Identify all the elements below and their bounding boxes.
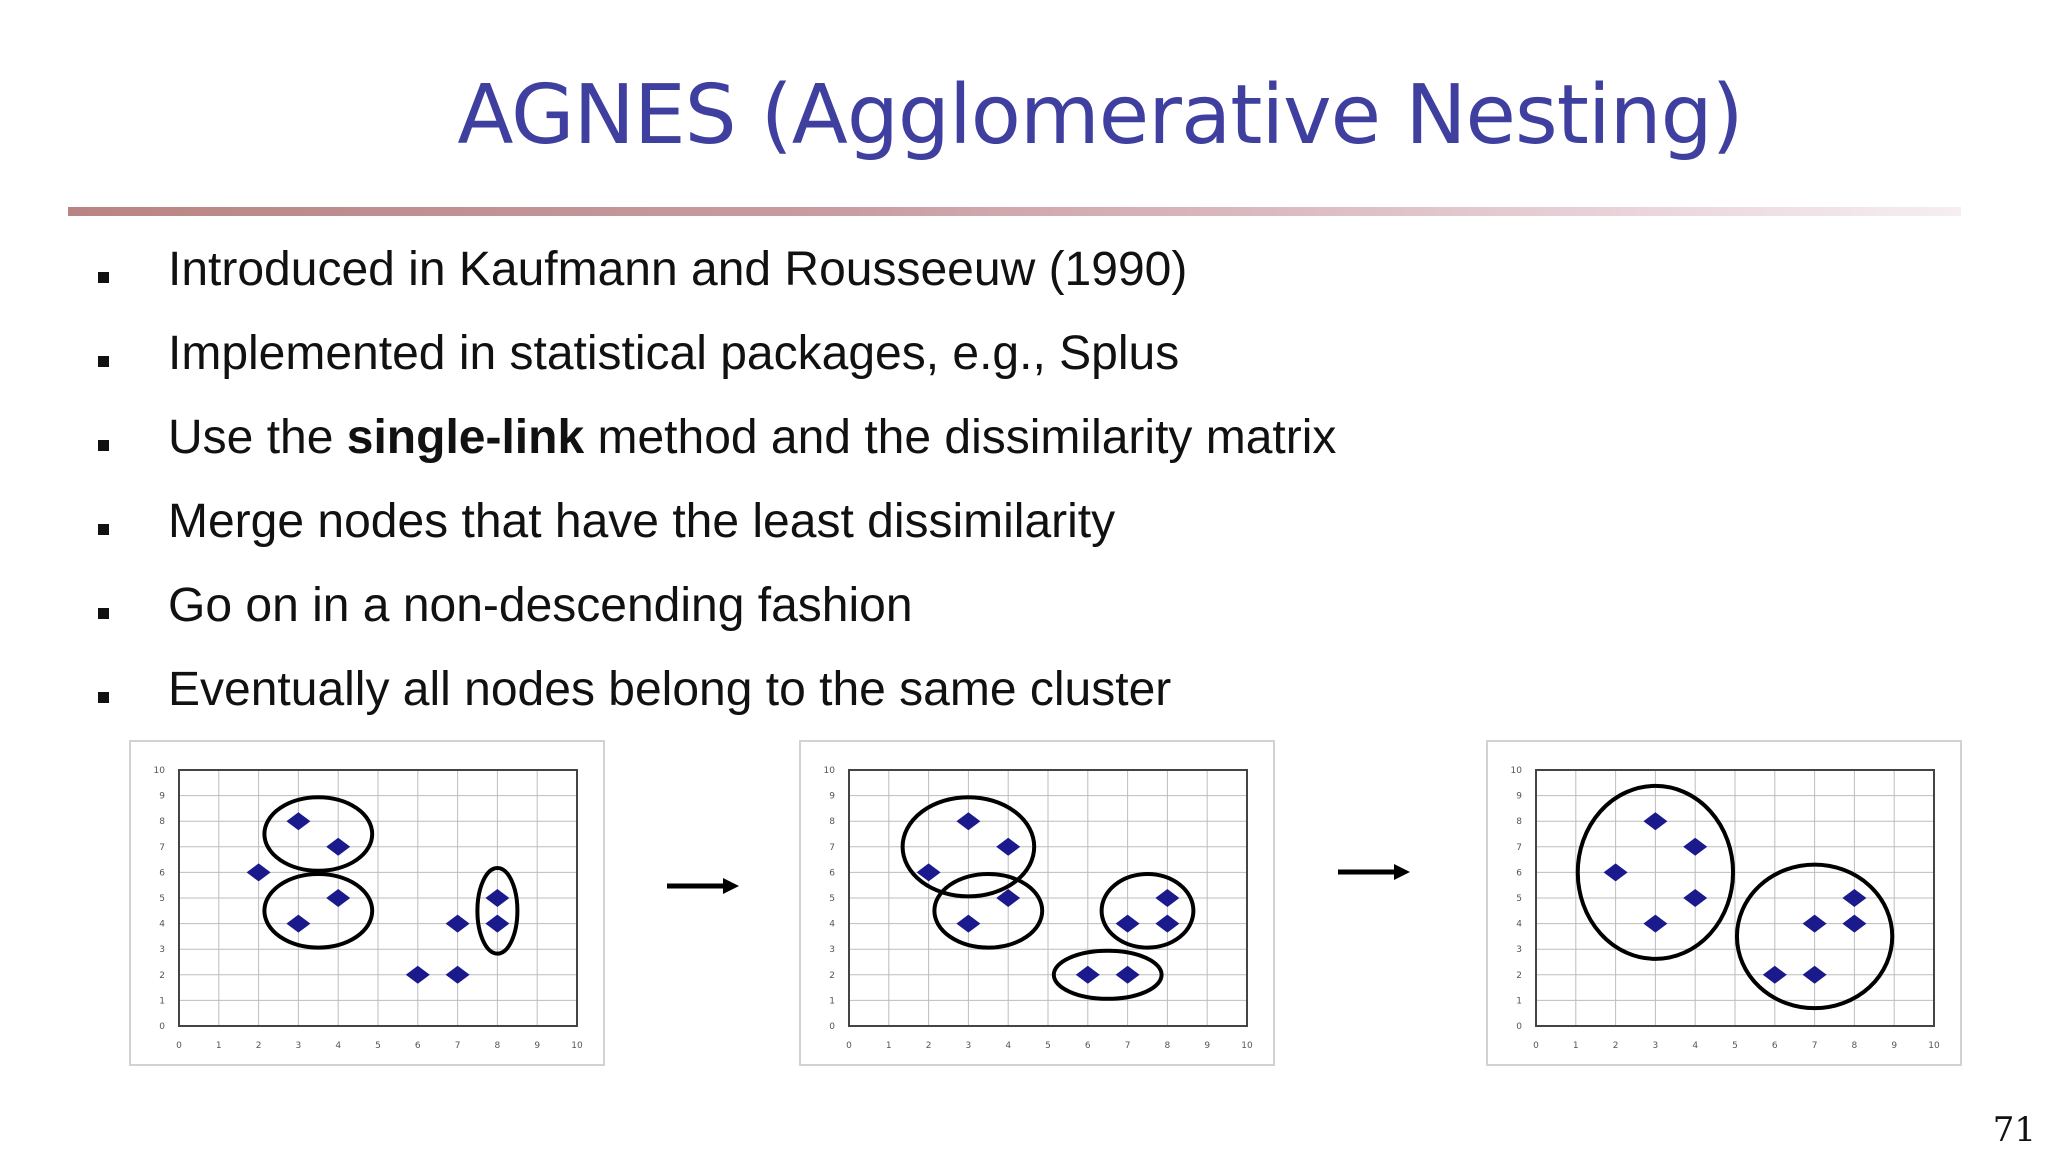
bullet-marker xyxy=(98,356,109,367)
y-tick-label: 5 xyxy=(829,894,835,904)
x-tick-label: 10 xyxy=(1928,1041,1940,1051)
bullet-text: Implemented in statistical packages, e.g., Splus xyxy=(168,327,1180,380)
data-point xyxy=(1763,966,1787,984)
bullet-text: Eventually all nodes belong to the same cluster xyxy=(168,663,1172,716)
y-tick-label: 3 xyxy=(829,945,835,956)
y-tick-label: 0 xyxy=(159,1022,165,1032)
y-tick-label: 8 xyxy=(1516,817,1522,828)
y-tick-label: 6 xyxy=(829,868,835,879)
cluster-ellipse xyxy=(934,874,1042,948)
cluster-ellipse xyxy=(264,874,372,948)
bullet-item xyxy=(90,396,1336,480)
bullet-item xyxy=(90,480,1336,564)
x-tick-label: 10 xyxy=(571,1041,583,1051)
data-point xyxy=(485,915,509,933)
y-tick-label: 8 xyxy=(159,817,165,828)
bullet-text-bold: single-link xyxy=(346,411,585,464)
x-tick-label: 8 xyxy=(1851,1041,1858,1051)
y-tick-label: 9 xyxy=(829,791,835,802)
data-point xyxy=(956,812,980,830)
x-tick-label: 9 xyxy=(1891,1041,1898,1051)
bullet-item xyxy=(90,648,1336,732)
x-tick-label: 0 xyxy=(846,1041,852,1051)
slide-title: AGNES (Agglomerative Nesting) xyxy=(457,68,1743,163)
scatter-svg xyxy=(131,742,603,1064)
x-tick-label: 7 xyxy=(1811,1041,1818,1051)
bullet-text-pre: Use the xyxy=(168,411,347,464)
data-point xyxy=(1155,915,1179,933)
data-point xyxy=(326,838,350,856)
bullet-list xyxy=(90,228,1336,732)
y-tick-label: 4 xyxy=(159,919,165,930)
data-point xyxy=(1842,889,1866,907)
x-tick-label: 9 xyxy=(1204,1041,1211,1051)
data-point xyxy=(247,863,271,881)
y-tick-label: 3 xyxy=(1516,945,1522,956)
y-tick-label: 0 xyxy=(1516,1022,1522,1032)
y-tick-label: 1 xyxy=(1516,996,1522,1007)
data-point xyxy=(956,915,980,933)
y-tick-label: 2 xyxy=(159,970,165,981)
bullet-marker xyxy=(98,440,109,451)
y-tick-label: 1 xyxy=(829,996,835,1007)
y-tick-label: 7 xyxy=(829,842,835,853)
right-arrow-icon xyxy=(667,876,741,896)
bullet-item xyxy=(90,564,1336,648)
bullet-marker xyxy=(98,272,109,283)
x-tick-label: 1 xyxy=(215,1041,222,1051)
data-point xyxy=(446,915,470,933)
bullet-marker xyxy=(98,608,109,619)
scatter-plot-step-3 xyxy=(1486,740,1962,1066)
x-tick-label: 8 xyxy=(494,1041,501,1051)
x-tick-label: 6 xyxy=(1084,1041,1091,1051)
title-divider xyxy=(68,207,1961,216)
data-point xyxy=(1803,915,1827,933)
x-tick-label: 7 xyxy=(1124,1041,1131,1051)
y-tick-label: 9 xyxy=(1516,791,1522,802)
y-tick-label: 4 xyxy=(829,919,835,930)
x-tick-label: 2 xyxy=(255,1041,262,1051)
bullet-item xyxy=(90,312,1336,396)
x-tick-label: 5 xyxy=(375,1041,381,1051)
y-tick-label: 7 xyxy=(1516,842,1522,853)
y-tick-label: 7 xyxy=(159,842,165,853)
scatter-svg xyxy=(801,742,1273,1064)
bullet-text: Merge nodes that have the least dissimilarity xyxy=(168,495,1116,548)
y-tick-label: 10 xyxy=(823,766,835,776)
data-point xyxy=(446,966,470,984)
x-tick-label: 0 xyxy=(176,1041,182,1051)
data-point xyxy=(1643,915,1667,933)
y-tick-label: 10 xyxy=(1510,766,1522,776)
grid xyxy=(1536,770,1934,1026)
x-tick-label: 9 xyxy=(534,1041,541,1051)
x-tick-label: 3 xyxy=(295,1041,302,1051)
y-tick-label: 5 xyxy=(1516,894,1522,904)
data-point xyxy=(1683,838,1707,856)
data-point xyxy=(1116,915,1140,933)
x-tick-label: 0 xyxy=(1533,1041,1539,1051)
x-tick-label: 3 xyxy=(1652,1041,1659,1051)
x-tick-label: 7 xyxy=(454,1041,461,1051)
data-point xyxy=(406,966,430,984)
data-point xyxy=(1842,915,1866,933)
page-number: 71 xyxy=(1992,1110,2036,1150)
bullet-text-post: method and the dissimilarity matrix xyxy=(584,411,1337,464)
data-point xyxy=(1683,889,1707,907)
bullet-marker xyxy=(98,524,109,535)
right-arrow-icon xyxy=(1338,862,1412,882)
grid xyxy=(849,770,1247,1026)
bullet-item xyxy=(90,228,1336,312)
y-tick-label: 0 xyxy=(829,1022,835,1032)
x-tick-label: 2 xyxy=(925,1041,932,1051)
data-point xyxy=(1604,863,1628,881)
y-tick-label: 8 xyxy=(829,817,835,828)
data-point xyxy=(996,838,1020,856)
data-point xyxy=(485,889,509,907)
y-tick-label: 3 xyxy=(159,945,165,956)
bullet-text: Introduced in Kaufmann and Rousseeuw (1990) xyxy=(168,243,1188,296)
scatter-svg xyxy=(1488,742,1960,1064)
cluster-ellipse xyxy=(264,797,372,871)
data-point xyxy=(1116,966,1140,984)
y-tick-label: 1 xyxy=(159,996,165,1007)
data-point xyxy=(326,889,350,907)
x-tick-label: 6 xyxy=(414,1041,421,1051)
y-tick-label: 5 xyxy=(159,894,165,904)
bullet-text: Go on in a non-descending fashion xyxy=(168,579,913,632)
x-tick-label: 2 xyxy=(1612,1041,1619,1051)
x-tick-label: 1 xyxy=(1572,1041,1579,1051)
y-tick-label: 2 xyxy=(1516,970,1522,981)
scatter-plot-step-1 xyxy=(129,740,605,1066)
data-point xyxy=(286,812,310,830)
y-tick-label: 4 xyxy=(1516,919,1522,930)
data-point xyxy=(1155,889,1179,907)
x-tick-label: 6 xyxy=(1771,1041,1778,1051)
x-tick-label: 8 xyxy=(1164,1041,1171,1051)
data-point xyxy=(1643,812,1667,830)
y-tick-label: 9 xyxy=(159,791,165,802)
x-tick-label: 4 xyxy=(1692,1041,1699,1051)
x-tick-label: 4 xyxy=(1005,1041,1012,1051)
scatter-plot-step-2 xyxy=(799,740,1275,1066)
data-point xyxy=(1076,966,1100,984)
cluster-ellipse xyxy=(1102,874,1194,948)
x-tick-label: 3 xyxy=(965,1041,972,1051)
data-point xyxy=(286,915,310,933)
data-point xyxy=(1803,966,1827,984)
y-tick-label: 6 xyxy=(1516,868,1522,879)
y-tick-label: 2 xyxy=(829,970,835,981)
x-tick-label: 1 xyxy=(885,1041,892,1051)
bullet-marker xyxy=(98,692,109,703)
y-tick-label: 6 xyxy=(159,868,165,879)
x-tick-label: 5 xyxy=(1045,1041,1051,1051)
x-tick-label: 5 xyxy=(1732,1041,1738,1051)
y-tick-label: 10 xyxy=(153,766,165,776)
x-tick-label: 4 xyxy=(335,1041,342,1051)
x-tick-label: 10 xyxy=(1241,1041,1253,1051)
